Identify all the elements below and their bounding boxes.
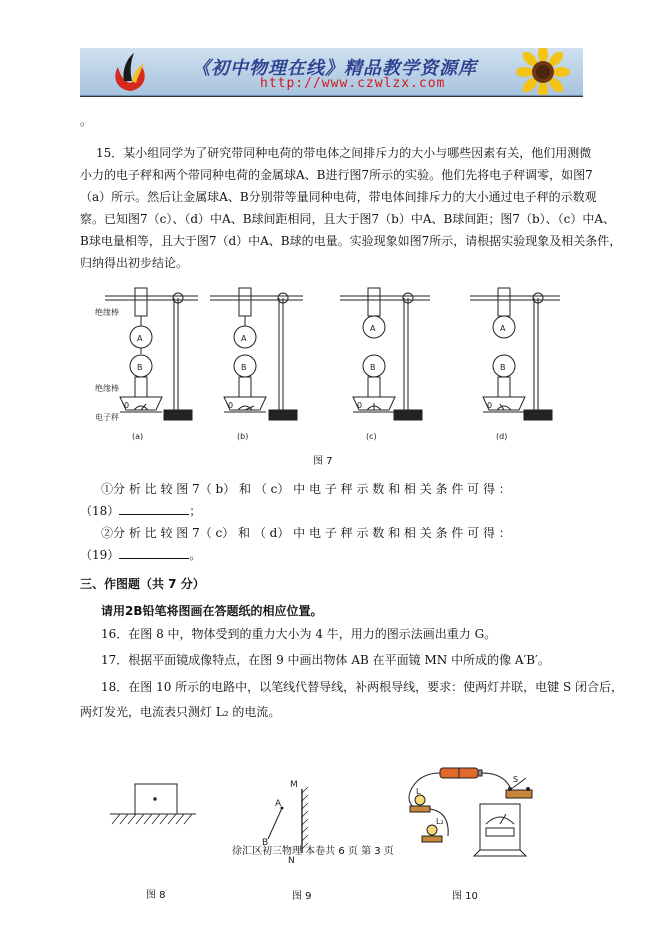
ball-b-label-c: B [370, 363, 376, 372]
ball-a-label-b: A [241, 334, 247, 343]
header-title: 《初中物理在线》精品教学资源库 [192, 58, 477, 79]
section-3-instruction: 请用2B铅笔将图画在答题纸的相应位置。 [101, 604, 323, 618]
mirror-label-m: M [290, 780, 298, 790]
q15-line-4: 察。已知图7（c）、（d）中A、B球间距相同，且大于图7（b）中A、B球间距；图7（b）、（c）中A、 [80, 212, 616, 226]
q15-part1-end: ； [189, 504, 202, 518]
q15-part2-end: 。 [189, 548, 202, 562]
answer-blank-18 [119, 503, 189, 515]
q15-part2-answer [80, 547, 201, 563]
figure-9-caption: 图 9 [292, 891, 312, 902]
ball-b-label-a: B [137, 363, 143, 372]
zero-mark-a: 0 [124, 401, 130, 410]
lamp-label-l1: L [416, 787, 421, 796]
label-insulator-top: 绝缘棒 [95, 308, 119, 317]
ball-a-label-d: A [500, 324, 506, 333]
switch-label-s: S [513, 775, 519, 784]
section-3-heading: 三、作图题（共 7 分） [80, 577, 205, 591]
sub-label-b: (b) [237, 432, 249, 441]
figure-8-caption: 图 8 [146, 890, 166, 901]
answer-blank-19 [119, 547, 189, 559]
leading-period: 。 [80, 114, 93, 128]
label-scale: 电子秤 [95, 413, 119, 422]
sub-label-a: (a) [132, 432, 144, 441]
lamp-label-l2: L₂ [436, 817, 444, 826]
q15-line-2: 小力的电子秤和两个带同种电荷的金属球A、B进行图7所示的实验。他们先将电子秤调零，如图7 [80, 168, 593, 182]
figure-7 [90, 280, 570, 445]
answer-number-18: （18） [80, 504, 120, 518]
q15-line-3: （a）所示。然后让金属球A、B分别带等量同种电荷，带电体间排斥力的大小通过电子秤的示数观 [80, 190, 597, 204]
q15-line-6: 归纳得出初步结论。 [80, 256, 189, 270]
header-banner [80, 48, 583, 97]
header-rule [80, 96, 583, 97]
q18-line-2: 两灯发光，电流表只测灯 L₂ 的电流。 [80, 705, 281, 719]
figure-7d-apparatus [470, 288, 560, 420]
zero-mark-b: 0 [228, 401, 234, 410]
zero-mark-c: 0 [357, 401, 363, 410]
figure-7-caption: 图 7 [313, 456, 333, 467]
q16-text: 16．在图 8 中，物体受到的重力大小为 4 牛，用力的图示法画出重力 G。 [101, 627, 497, 641]
ball-b-label-d: B [500, 363, 506, 372]
sub-label-d: (d) [496, 432, 508, 441]
sub-label-c: (c) [366, 432, 377, 441]
q18-line-1: 18．在图 10 所示的电路中，以笔线代替导线，补两根导线，要求：使两灯并联，电键 S 闭合后， [101, 680, 624, 694]
page-footer: 徐汇区初三物理 本卷共 6 页 第 3 页 [232, 846, 394, 857]
label-insulator-bottom: 绝缘棒 [95, 384, 119, 393]
logo-icon [110, 51, 150, 93]
mirror-label-n: N [288, 856, 295, 865]
ball-b-label-b: B [241, 363, 247, 372]
figure-7c-apparatus [340, 288, 430, 420]
figure-10-caption: 图 10 [452, 891, 478, 902]
q17-text: 17．根据平面镜成像特点，在图 9 中画出物体 AB 在平面镜 MN 中所成的像 A′B′。 [101, 653, 550, 667]
header-url[interactable]: http://www.czwlzx.com [260, 76, 446, 91]
q15-part1-answer [80, 503, 201, 519]
answer-number-19: （19） [80, 548, 120, 562]
q15-line-1: 15．某小组同学为了研究带同种电荷的带电体之间排斥力的大小与哪些因素有关，他们用测微 [96, 146, 592, 160]
figure-7b-apparatus [210, 288, 303, 420]
object-label-b: B [262, 838, 269, 848]
figure-8 [108, 780, 198, 830]
q15-part2-prompt: ②分 析 比 较 图 7（ c） 和 （ d） 中 电 子 秤 示 数 和 相 关 条 件 可 得 ： [101, 526, 511, 540]
zero-mark-d: 0 [487, 401, 493, 410]
sunflower-icon [501, 48, 581, 97]
q15-part1-prompt: ①分 析 比 较 图 7（ b） 和 （ c） 中 电 子 秤 示 数 和 相 关 条 件 可 得 ： [101, 482, 511, 496]
object-label-a: A [275, 799, 282, 809]
q15-line-5: B球电量相等，且大于图7（d）中A、B球的电量。实验现象如图7所示，请根据实验现象及相关条件， [80, 234, 622, 248]
ball-a-label-c: A [370, 324, 376, 333]
ball-a-label-a: A [137, 334, 143, 343]
figure-10 [398, 762, 548, 867]
